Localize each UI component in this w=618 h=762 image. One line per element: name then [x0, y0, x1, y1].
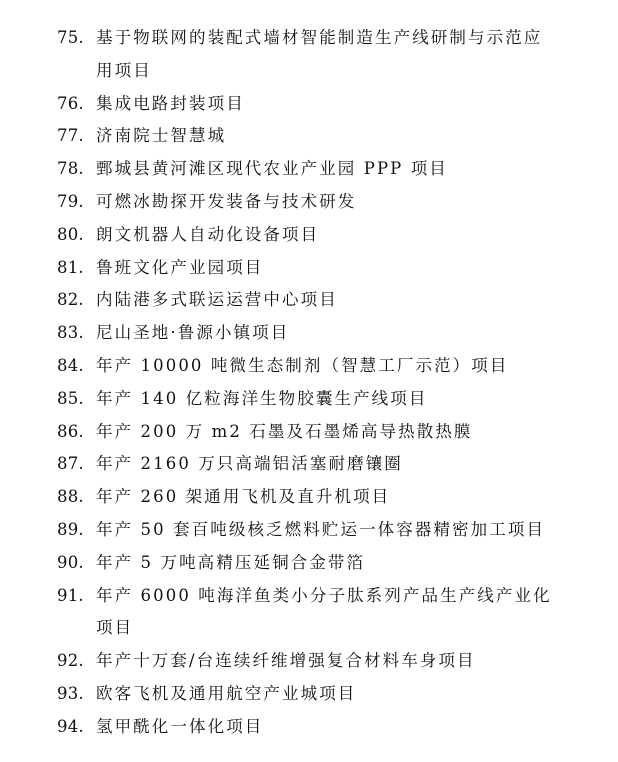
item-text: 年产 260 架通用飞机及直升机项目: [96, 487, 391, 507]
list-item: [0, 481, 618, 514]
list-item: [0, 711, 618, 744]
item-text: 欧客飞机及通用航空产业城项目: [96, 683, 357, 703]
item-text: 年产十万套/台连续纤维增强复合材料车身项目: [96, 651, 476, 671]
item-number: 87.: [57, 454, 84, 474]
item-number: 81.: [57, 257, 84, 277]
list-item: [0, 120, 618, 153]
list-item: [0, 514, 618, 547]
item-number: 93.: [57, 683, 84, 703]
list-item: [0, 22, 618, 88]
item-number: 80.: [57, 224, 84, 244]
item-number: 86.: [57, 421, 84, 441]
item-number: 83.: [57, 323, 84, 343]
item-text: 内陆港多式联运运营中心项目: [96, 290, 338, 310]
item-text: 基于物联网的装配式墙材智能制造生产线研制与示范应用项目: [96, 28, 543, 80]
item-text: 尼山圣地·鲁源小镇项目: [96, 323, 290, 343]
list-item: [0, 186, 618, 219]
list-item: [0, 317, 618, 350]
item-text: 济南院士智慧城: [96, 126, 227, 146]
item-text: 鄄城县黄河滩区现代农业产业园 PPP 项目: [96, 159, 448, 179]
item-text: 集成电路封装项目: [96, 93, 245, 113]
list-item: [0, 448, 618, 481]
list-item: [0, 547, 618, 580]
item-text: 年产 6000 吨海洋鱼类小分子肽系列产品生产线产业化项目: [96, 585, 552, 638]
item-number: 78.: [57, 159, 84, 179]
item-number: 77.: [57, 126, 84, 146]
item-text: 可燃冰勘探开发装备与技术研发: [96, 191, 357, 211]
list-item: [0, 416, 618, 449]
item-number: 75.: [57, 28, 84, 47]
item-number: 92.: [57, 651, 84, 671]
list-item: [0, 153, 618, 186]
item-number: 82.: [57, 290, 84, 310]
item-text: 年产 2160 万只高端铝活塞耐磨镶圈: [96, 454, 403, 474]
list-item: [0, 678, 618, 711]
item-number: 79.: [57, 191, 84, 211]
item-number: 76.: [57, 93, 84, 113]
item-number: 88.: [57, 487, 84, 507]
item-text: 年产 10000 吨微生态制剂（智慧工厂示范）项目: [96, 355, 509, 375]
item-number: 91.: [57, 585, 84, 605]
item-number: 89.: [57, 519, 84, 539]
item-text: 年产 200 万 m2 石墨及石墨烯高导热散热膜: [96, 421, 473, 441]
list-item: [0, 284, 618, 317]
project-list: [0, 22, 618, 744]
item-number: 85.: [57, 388, 84, 408]
item-text: 年产 50 套百吨级核乏燃料贮运一体容器精密加工项目: [96, 519, 546, 539]
list-item: [0, 383, 618, 416]
list-item: [0, 645, 618, 678]
item-text: 氢甲酰化一体化项目: [96, 716, 264, 736]
list-item: [0, 219, 618, 252]
item-text: 朗文机器人自动化设备项目: [96, 224, 320, 244]
list-item: [0, 88, 618, 121]
item-text: 鲁班文化产业园项目: [96, 257, 264, 277]
item-text: 年产 5 万吨高精压延铜合金带箔: [96, 552, 366, 572]
item-number: 90.: [57, 552, 84, 572]
list-item: [0, 580, 618, 646]
list-item: [0, 350, 618, 383]
item-text: 年产 140 亿粒海洋生物胶囊生产线项目: [96, 388, 428, 408]
list-item: [0, 252, 618, 285]
item-number: 84.: [57, 355, 84, 375]
item-number: 94.: [57, 716, 84, 736]
